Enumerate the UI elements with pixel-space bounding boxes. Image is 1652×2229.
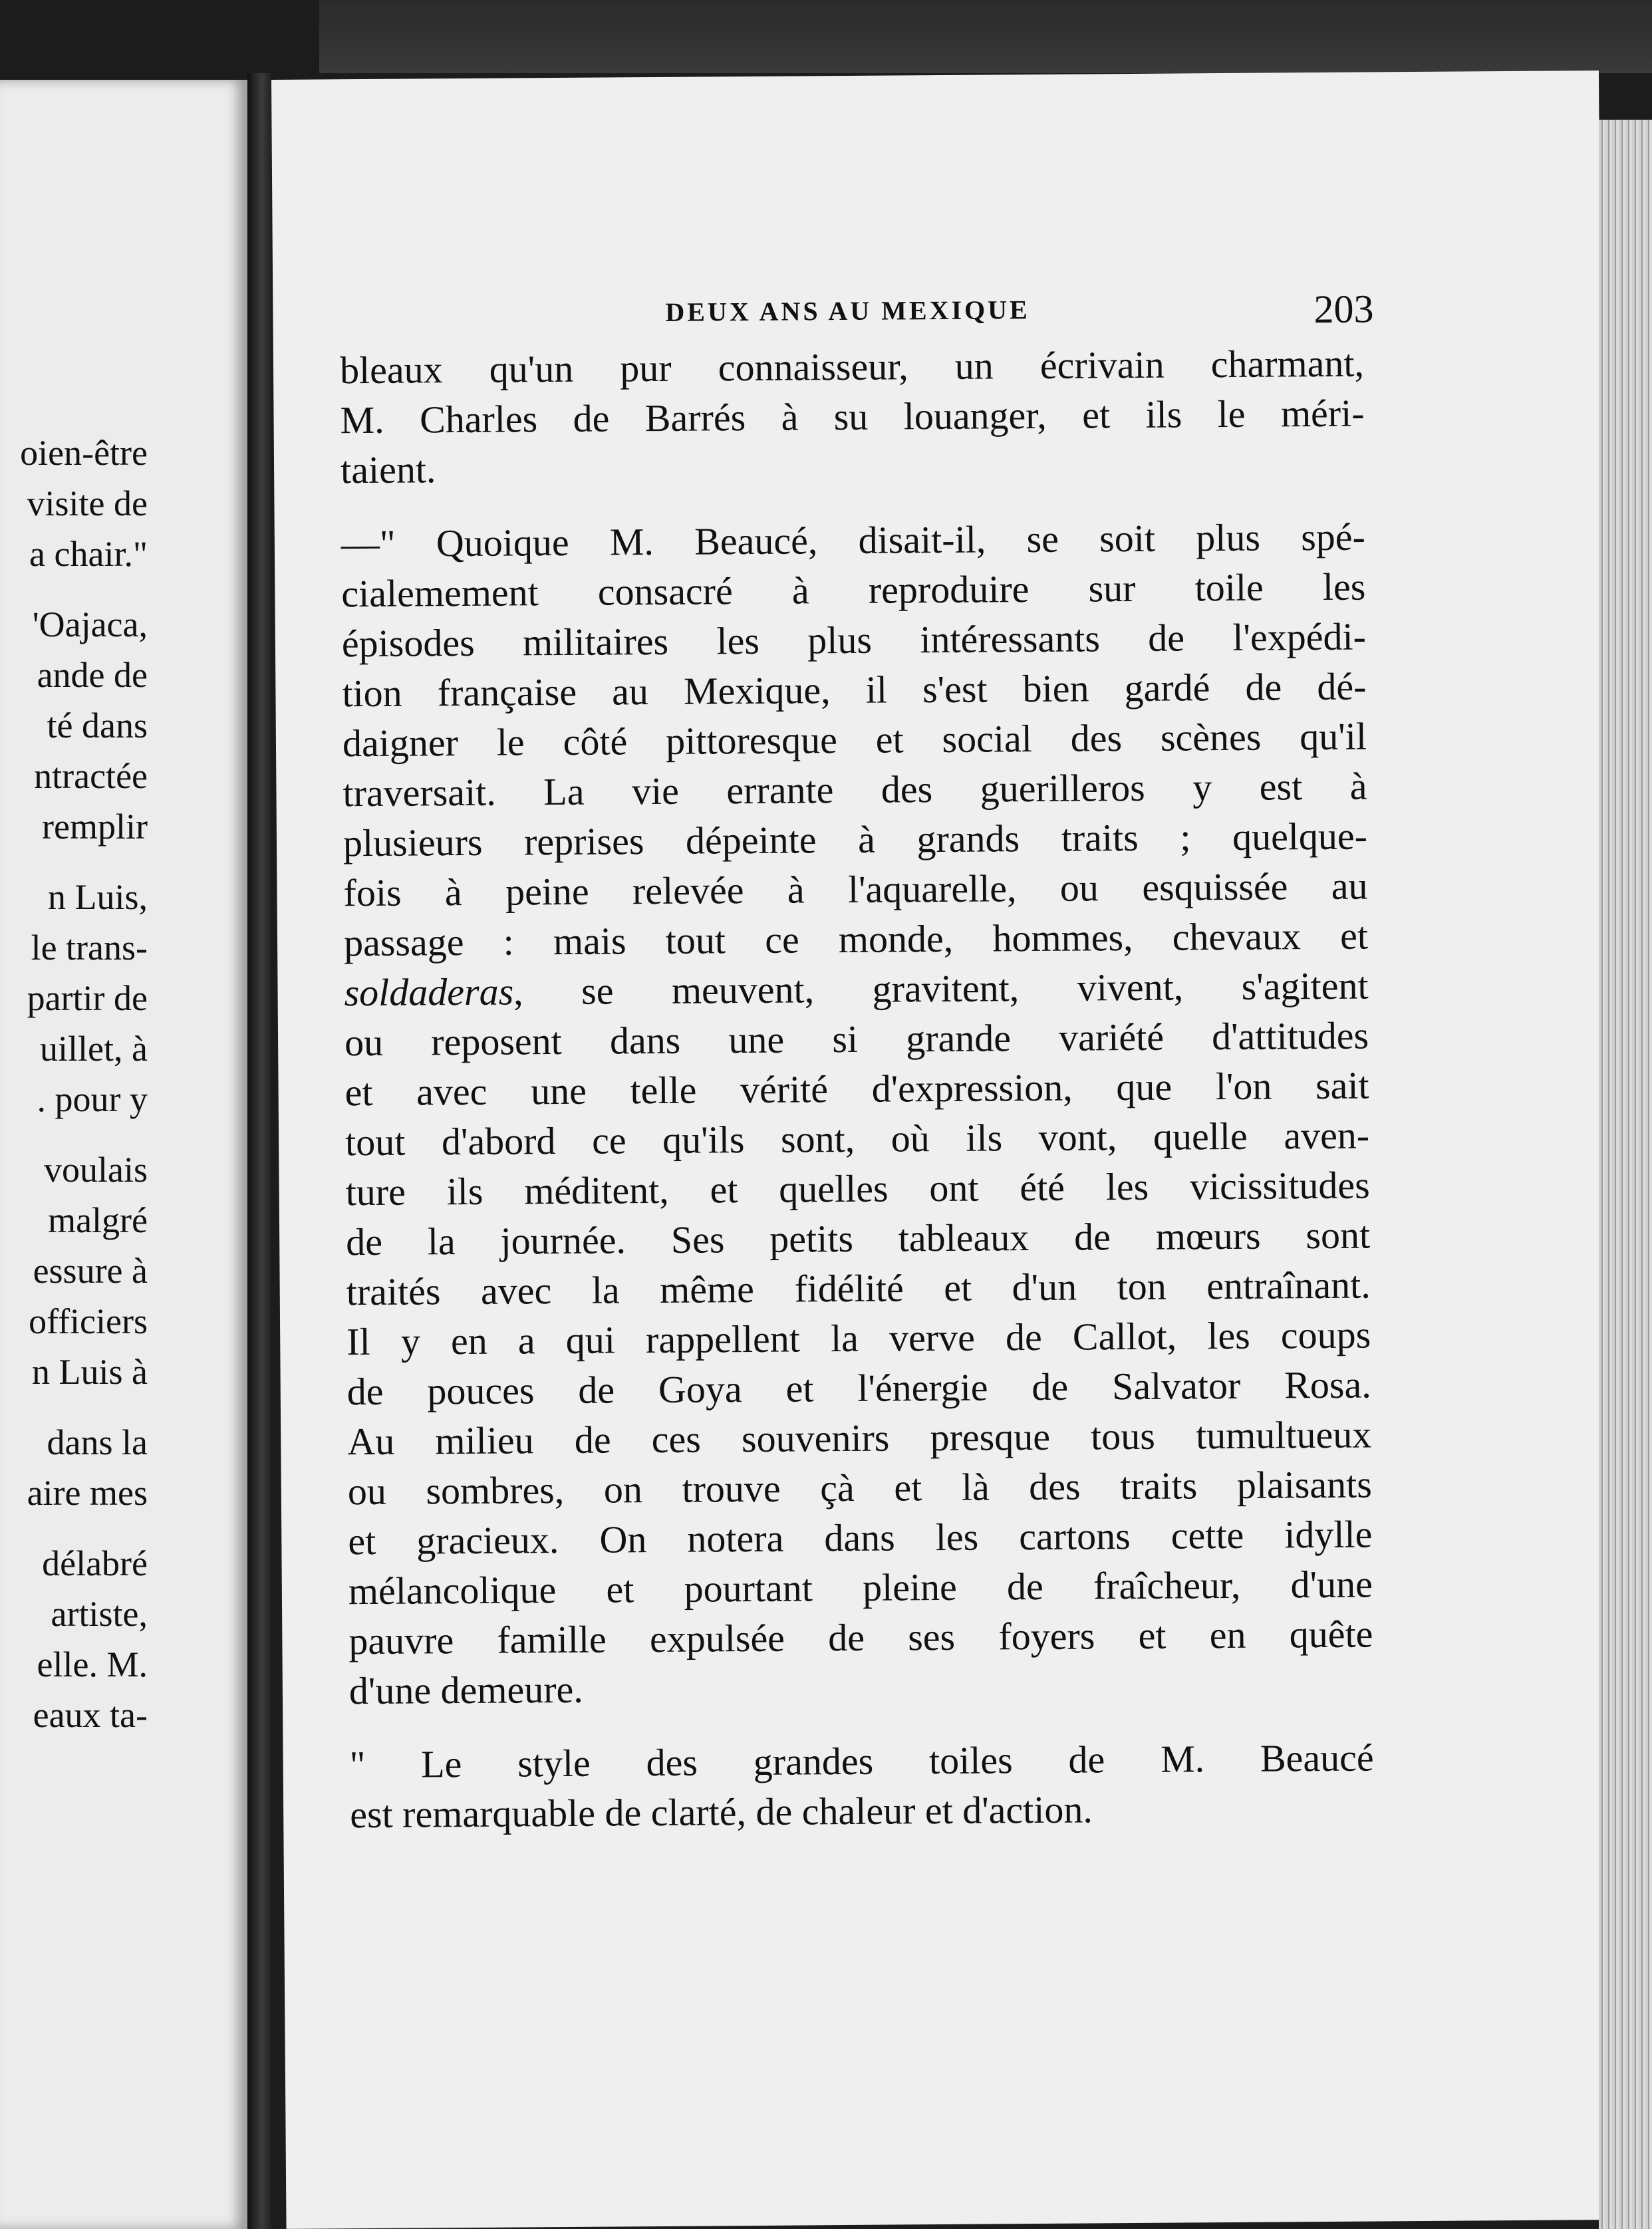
text-line: est remarquable de clarté, de chaleur et d'action. <box>349 1787 1093 1837</box>
left-page-line: partir de <box>27 978 148 1018</box>
left-page-line: artiste, <box>51 1594 148 1634</box>
left-page-line: uillet, à <box>40 1029 148 1069</box>
text-line: ou reposent dans une si grande variété d'attitudes <box>344 1013 1369 1065</box>
text-line: pauvre famille expulsée de ses foyers et en quête <box>348 1612 1373 1663</box>
running-title: DEUX ANS AU MEXIQUE <box>665 295 1030 327</box>
page-stack-edge <box>1599 120 1652 2229</box>
text-line: fois à peine relevée à l'aquarelle, ou esquissée au <box>343 864 1368 915</box>
text-line: cialemement consacré à reproduire sur toile les <box>341 565 1366 616</box>
text-line: taient. <box>340 448 436 492</box>
text-line: de pouces de Goya et l'énergie de Salvator Rosa. <box>346 1363 1371 1414</box>
paragraph <box>349 1732 1374 1839</box>
text-line: bleaux qu'un pur connaisseur, un écrivain charmant, <box>339 341 1365 392</box>
left-page-line: té dans <box>47 706 148 745</box>
text-line: mélancolique et pourtant pleine de fraîcheur, d'une <box>348 1562 1373 1613</box>
left-page-line: remplir <box>42 807 148 847</box>
text-line: et avec une telle vérité d'expression, que l'on sait <box>344 1063 1369 1114</box>
right-page <box>271 70 1614 2229</box>
page-header <box>273 287 1600 332</box>
text-line: ture ils méditent, et quelles ont été les vicissitudes <box>345 1163 1370 1214</box>
left-page-line: . pour y <box>37 1079 148 1119</box>
left-page-line: visite de <box>27 483 148 523</box>
text-line: traversait. La vie errante des guerilleros y est à <box>343 764 1367 815</box>
left-page-line: officiers <box>29 1301 148 1341</box>
text-line: tion française au Mexique, il s'est bien gardé de dé- <box>342 664 1367 716</box>
text-line: plusieurs reprises dépeinte à grands traits ; quelque- <box>343 814 1368 865</box>
left-page-line: ntractée <box>34 756 148 796</box>
left-page-line: oien-être <box>20 433 148 473</box>
left-page-line: 'Oajaca, <box>32 604 148 644</box>
left-page-line: n Luis à <box>32 1352 148 1392</box>
text-line: et gracieux. On notera dans les cartons cette idylle <box>348 1512 1373 1563</box>
paragraph <box>340 338 1365 495</box>
left-page-line: elle. M. <box>37 1644 148 1684</box>
left-page-line: ande de <box>37 655 148 695</box>
left-page-text <box>0 80 247 2229</box>
left-page-line: malgré <box>48 1200 148 1240</box>
text-line: d'une demeure. <box>348 1667 583 1713</box>
body-text <box>340 338 1375 1840</box>
paragraph <box>341 512 1374 1716</box>
left-page-line: le trans- <box>31 928 148 968</box>
text-line: Au milieu de ces souvenirs presque tous tumultueux <box>347 1412 1372 1464</box>
text-line: épisodes militaires les plus intéressants de l'expédi- <box>341 614 1367 666</box>
page-number: 203 <box>1313 287 1374 332</box>
left-page-line: eaux ta- <box>33 1695 148 1735</box>
left-page <box>0 80 247 2229</box>
left-page-line: n Luis, <box>47 877 148 917</box>
book-gutter <box>247 73 271 2229</box>
text-line: " Le style des grandes toiles de M. Beaucé <box>349 1736 1374 1787</box>
book-top-edge <box>319 0 1652 73</box>
text-line: soldaderas, se meuvent, gravitent, vivent, s'agitent <box>344 964 1369 1015</box>
text-line: de la journée. Ses petits tableaux de mœurs sont <box>345 1213 1371 1264</box>
text-line: tout d'abord ce qu'ils sont, où ils vont, quelle aven- <box>344 1113 1370 1164</box>
left-page-line: dans la <box>47 1422 148 1462</box>
left-page-line: délabré <box>42 1543 148 1583</box>
left-page-line: aire mes <box>27 1473 148 1513</box>
text-line: daigner le côté pittoresque et social des scènes qu'il <box>342 714 1367 765</box>
text-line: traités avec la même fidélité et d'un ton entraînant. <box>346 1263 1371 1314</box>
text-line: M. Charles de Barrés à su louanger, et ils le méri- <box>340 391 1365 442</box>
text-line: Il y en a qui rappellent la verve de Callot, les coups <box>346 1313 1371 1364</box>
left-page-line: voulais <box>44 1150 148 1190</box>
text-line: ou sombres, on trouve çà et là des traits plaisants <box>347 1462 1373 1513</box>
text-line: —" Quoique M. Beaucé, disait-il, se soit plus spé- <box>341 515 1366 566</box>
left-page-line: essure à <box>33 1251 148 1291</box>
left-page-line: a chair." <box>29 534 148 574</box>
text-line: passage : mais tout ce monde, hommes, chevaux et <box>343 914 1369 965</box>
